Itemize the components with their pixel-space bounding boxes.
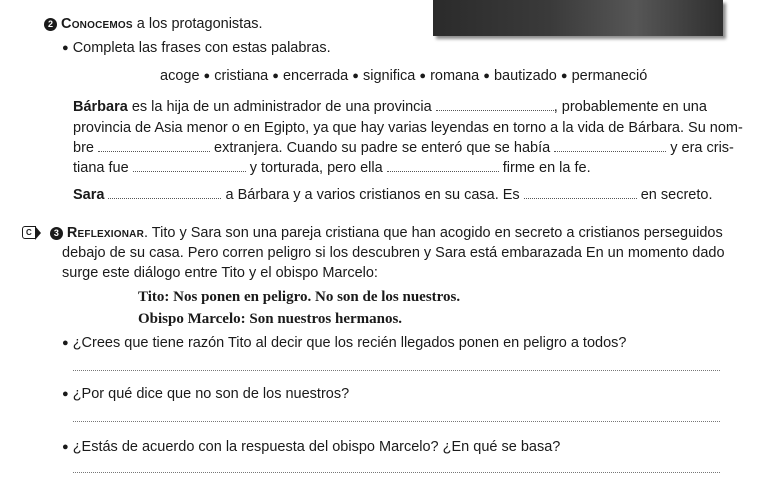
paragraph-line (73, 160, 591, 176)
paragraph-text: firme en la fe. (498, 160, 591, 176)
blank-5[interactable] (387, 161, 499, 172)
name-barbara: Bárbara (73, 99, 128, 115)
word-bank-item: acoge (160, 68, 200, 84)
bullet-icon: ● (203, 70, 211, 82)
exercise-number-badge: 2 (44, 18, 57, 31)
bullet-icon: ● (560, 70, 568, 82)
dialogue-text: Nos ponen en peligro. No son de los nuestros. (169, 289, 461, 305)
word-bank (160, 68, 647, 84)
question-2 (62, 386, 349, 402)
dialogue-line (138, 289, 460, 306)
exercise-2-heading (44, 16, 263, 32)
dialogue-line (138, 311, 402, 328)
word-bank-item: permaneció (571, 68, 648, 84)
word-bank-item: cristiana (214, 68, 269, 84)
word-bank-item: encerrada (282, 68, 349, 84)
question-text: ¿Estás de acuerdo con la respuesta del obispo Marcelo? ¿En qué se basa? (72, 439, 561, 455)
word-bank-item: bautizado (493, 68, 557, 84)
dialogue-speaker: Tito: (138, 289, 170, 305)
paragraph-text: bre (73, 140, 98, 156)
paragraph-text: y era cris- (666, 140, 734, 156)
question-text: ¿Crees que tiene razón Tito al decir que los recién llegados ponen en peligro a todos? (72, 335, 627, 351)
instruction-text: Completa las frases con estas palabras. (72, 40, 331, 56)
word-bank-item: significa (362, 68, 416, 84)
question-3 (62, 439, 560, 455)
blank-7[interactable] (524, 188, 637, 199)
paragraph-text: es la hija de un administrador de una provincia (127, 99, 436, 115)
intro-line: surge este diálogo entre Tito y el obispo Marcelo: (62, 265, 378, 281)
exercise-title-rest: a los protagonistas. (132, 16, 263, 32)
blank-4[interactable] (133, 161, 246, 172)
exercise-title: Conocemos (61, 16, 133, 32)
paragraph-text: tiana fue (73, 160, 133, 176)
bullet-icon: ● (62, 42, 69, 54)
exercise-title: Reflexionar (66, 225, 144, 241)
bullet-icon: ● (62, 337, 69, 349)
question-text: ¿Por qué dice que no son de los nuestros? (72, 386, 350, 402)
dialogue-speaker: Obispo Marcelo: (138, 311, 246, 327)
paragraph-line (73, 99, 707, 115)
answer-line-2[interactable] (73, 421, 720, 422)
bullet-icon: ● (62, 441, 69, 453)
bullet-icon: ● (419, 70, 427, 82)
intro-text: . Tito y Sara son una pareja cristiana que han acogido en secreto a cristianos perseguidos (144, 225, 723, 241)
answer-line-3[interactable] (73, 472, 720, 473)
answer-line-1[interactable] (73, 370, 720, 371)
exercise-number-badge: 3 (50, 227, 63, 240)
bullet-icon: ● (352, 70, 359, 82)
paragraph-text: a Bárbara y a varios cristianos en su casa. Es (221, 187, 524, 203)
paragraph-line: provincia de Asia menor o en Egipto, ya que hay varias leyendas en torno a la vida de Bárbara. Su nom- (73, 120, 743, 136)
instruction (62, 40, 331, 56)
paragraph-text: y torturada, pero ella (245, 160, 387, 176)
question-1 (62, 335, 626, 351)
header-photo (433, 0, 723, 36)
name-sara: Sara (73, 187, 105, 203)
paragraph-text: , probablemente en una (553, 99, 707, 115)
intro-line: debajo de su casa. Pero corren peligro si los descubren y Sara está embarazada En un momento dado (62, 245, 725, 261)
blank-2[interactable] (98, 141, 210, 152)
blank-1[interactable] (436, 100, 554, 111)
word-bank-item: romana (430, 68, 480, 84)
blank-6[interactable] (108, 188, 221, 199)
paragraph-line (73, 140, 734, 156)
bullet-icon: ● (62, 388, 69, 400)
bullet-icon: ● (483, 70, 490, 82)
paragraph-line (73, 187, 712, 203)
paragraph-text: en secreto. (636, 187, 713, 203)
paragraph-text: extranjera. Cuando su padre se enteró que se había (210, 140, 555, 156)
blank-3[interactable] (554, 141, 666, 152)
exercise-3-heading (22, 225, 723, 241)
dialogue-text: Son nuestros hermanos. (245, 311, 403, 327)
bullet-icon: ● (272, 70, 279, 82)
competence-tag: C (22, 226, 36, 239)
